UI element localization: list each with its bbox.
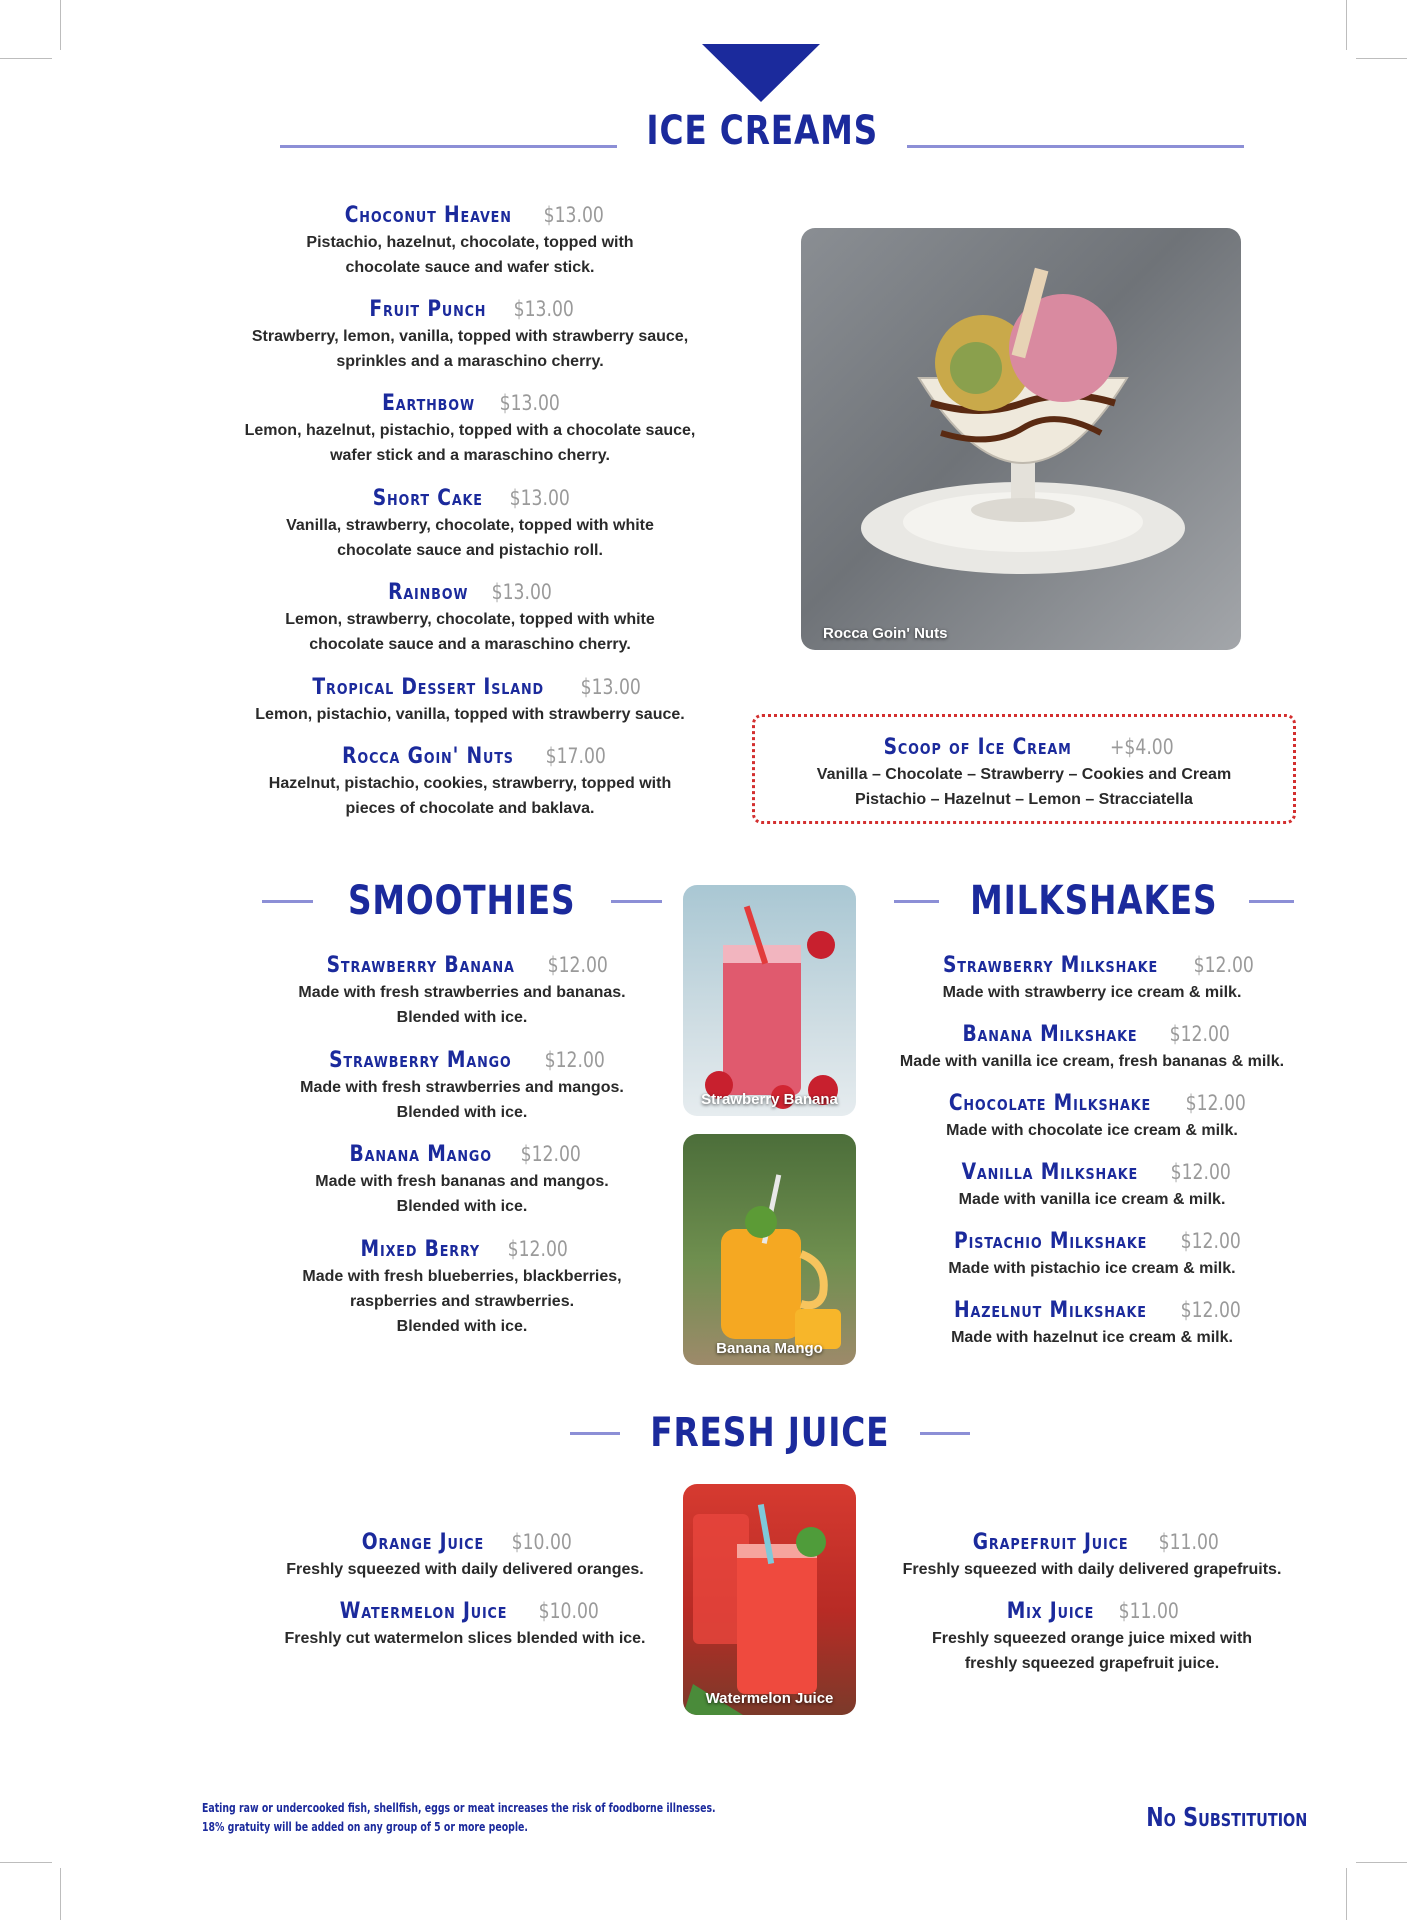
header-rule — [920, 1432, 970, 1435]
item-price: $12.00 — [544, 1048, 605, 1072]
item-description-line: Blended with ice. — [396, 1198, 528, 1215]
header-rule — [907, 145, 1244, 148]
item-description — [190, 418, 750, 468]
scoop-flavors-line: Vanilla – Chocolate – Strawberry – Cookies and Cream — [816, 766, 1232, 783]
no-substitution-label: No Substitution — [1145, 1803, 1307, 1833]
strawberry-banana-photo — [683, 885, 856, 1116]
menu-item — [190, 744, 750, 821]
item-description — [190, 513, 750, 563]
item-description-line: Blended with ice. — [396, 1104, 528, 1121]
item-description — [190, 324, 750, 374]
crop-mark — [60, 1868, 61, 1920]
item-description-line: sprinkles and a maraschino cherry. — [336, 353, 604, 370]
item-description-line: chocolate sauce and wafer stick. — [345, 259, 595, 276]
fresh-juice-title: FRESH JUICE — [650, 1410, 890, 1456]
banana-mango-photo — [683, 1134, 856, 1365]
item-description — [190, 702, 750, 727]
scoop-item — [755, 735, 1293, 812]
ice-creams-title: ICE CREAMS — [646, 108, 878, 154]
item-name: Choconut Heaven — [344, 203, 512, 228]
item-description-line: Blended with ice. — [396, 1009, 528, 1026]
item-description-line: raspberries and strawberries. — [349, 1293, 575, 1310]
menu-item — [247, 953, 677, 1030]
item-price: $10.00 — [538, 1599, 599, 1623]
item-price: $11.00 — [1158, 1530, 1219, 1554]
menu-item — [190, 297, 750, 374]
item-description — [862, 1187, 1322, 1212]
item-description-line: Made with vanilla ice cream, fresh bananas & milk. — [899, 1053, 1285, 1070]
item-name: Strawberry Banana — [326, 953, 515, 978]
header-rule — [570, 1432, 620, 1435]
item-name: Scoop of Ice Cream — [883, 735, 1072, 760]
item-description-line: Freshly squeezed with daily delivered grapefruits. — [902, 1561, 1282, 1578]
milkshakes-header — [894, 878, 1294, 924]
menu-item — [862, 1599, 1322, 1676]
ice-cream-photo — [801, 228, 1241, 650]
item-description — [862, 1325, 1322, 1350]
item-description-line: Hazelnut, pistachio, cookies, strawberry, topped with — [268, 775, 672, 792]
menu-item — [862, 1022, 1322, 1074]
item-description-line: Strawberry, lemon, vanilla, topped with strawberry sauce, — [251, 328, 689, 345]
item-description-line: Made with pistachio ice cream & milk. — [948, 1260, 1236, 1277]
item-name: Vanilla Milkshake — [961, 1160, 1139, 1185]
milkshakes-title: MILKSHAKES — [970, 878, 1218, 924]
item-name: Strawberry Milkshake — [942, 953, 1158, 978]
crop-mark — [1346, 0, 1347, 50]
item-name: Mixed Berry — [360, 1237, 480, 1262]
item-description — [250, 1557, 680, 1582]
item-price: $12.00 — [1180, 1229, 1241, 1253]
item-description-line: wafer stick and a maraschino cherry. — [330, 447, 610, 464]
item-description — [190, 607, 750, 657]
item-price: $10.00 — [511, 1530, 573, 1554]
item-name: Banana Milkshake — [962, 1022, 1138, 1047]
header-rule — [894, 900, 939, 903]
item-price: $12.00 — [1180, 1298, 1241, 1322]
crop-mark — [0, 58, 52, 59]
menu-item — [190, 675, 750, 727]
item-description-line: pieces of chocolate and baklava. — [345, 800, 595, 817]
item-price: $13.00 — [513, 297, 574, 321]
item-name: Tropical Dessert Island — [312, 675, 544, 700]
crop-mark — [1356, 58, 1407, 59]
item-price: $12.00 — [1193, 953, 1254, 977]
item-description-line: Made with hazelnut ice cream & milk. — [951, 1329, 1233, 1346]
mango-jar-illustration — [683, 1134, 856, 1365]
item-price: $11.00 — [1118, 1599, 1179, 1623]
item-description — [862, 1256, 1322, 1281]
item-price: $13.00 — [581, 675, 642, 699]
item-description — [247, 1075, 677, 1125]
banana-mango-caption: Banana Mango — [716, 1340, 823, 1357]
item-description-line: Made with fresh blueberries, blackberries, — [302, 1268, 622, 1285]
ice-cream-photo-caption: Rocca Goin' Nuts — [823, 625, 948, 642]
menu-item — [862, 1298, 1322, 1350]
item-price: $12.00 — [507, 1237, 568, 1261]
item-price: $13.00 — [509, 486, 570, 510]
item-name: Earthbow — [381, 391, 475, 416]
item-name: Rocca Goin' Nuts — [342, 744, 515, 769]
item-description — [862, 1118, 1322, 1143]
item-description-line: Freshly squeezed with daily delivered oranges. — [286, 1561, 644, 1578]
item-price: $13.00 — [543, 203, 604, 227]
footer-note-line: Eating raw or undercooked fish, shellfish, eggs or meat increases the risk of foodborne illnesses. — [202, 1801, 716, 1815]
item-price: $12.00 — [547, 953, 608, 977]
menu-item — [247, 1142, 677, 1219]
menu-item — [250, 1530, 680, 1582]
item-description-line: Lemon, strawberry, chocolate, topped with white — [285, 611, 655, 628]
juice-glasses-illustration — [683, 1484, 856, 1715]
scoop-flavors-line: Pistachio – Hazelnut – Lemon – Stracciatella — [855, 791, 1193, 808]
watermelon-juice-caption: Watermelon Juice — [705, 1690, 834, 1707]
item-description-line: chocolate sauce and pistachio roll. — [337, 542, 603, 559]
item-name: Grapefruit Juice — [972, 1530, 1129, 1555]
header-triangle-ornament — [702, 44, 820, 102]
item-description — [862, 1557, 1322, 1582]
item-description — [862, 980, 1322, 1005]
item-description-line: Made with vanilla ice cream & milk. — [958, 1191, 1226, 1208]
crop-mark — [1356, 1862, 1407, 1863]
menu-item — [190, 391, 750, 468]
menu-item — [250, 1599, 680, 1651]
menu-item — [862, 1160, 1322, 1212]
item-description-line: Freshly squeezed orange juice mixed with — [931, 1630, 1253, 1647]
menu-item — [190, 203, 750, 280]
item-name: Mix Juice — [1006, 1599, 1094, 1624]
item-price: $13.00 — [499, 391, 560, 415]
watermelon-juice-photo — [683, 1484, 856, 1715]
item-price: $12.00 — [1170, 1160, 1231, 1184]
item-description-line: freshly squeezed grapefruit juice. — [964, 1655, 1220, 1672]
item-price: +$4.00 — [1109, 735, 1174, 759]
fresh-juice-header — [570, 1410, 970, 1456]
item-description-line: Blended with ice. — [396, 1318, 528, 1335]
item-description — [247, 1169, 677, 1219]
item-description — [247, 1264, 677, 1339]
item-name: Strawberry Mango — [328, 1048, 512, 1073]
sundae-illustration — [801, 228, 1241, 650]
item-description — [247, 980, 677, 1030]
header-rule — [262, 900, 313, 903]
menu-item — [862, 953, 1322, 1005]
footer-note-line: 18% gratuity will be added on any group of 5 or more people. — [202, 1820, 528, 1834]
smoothie-glass-illustration — [683, 885, 856, 1116]
item-name: Orange Juice — [362, 1530, 485, 1555]
item-name: Watermelon Juice — [339, 1599, 508, 1624]
item-price: $13.00 — [492, 580, 553, 604]
ice-creams-header — [280, 108, 1244, 154]
item-name: Pistachio Milkshake — [953, 1229, 1147, 1254]
item-description-line: Lemon, hazelnut, pistachio, topped with a chocolate sauce, — [244, 422, 696, 439]
item-price: $12.00 — [1169, 1022, 1231, 1046]
menu-item — [862, 1229, 1322, 1281]
scoop-of-ice-cream-box — [752, 714, 1296, 824]
header-rule — [1249, 900, 1294, 903]
item-description-line: Made with fresh bananas and mangos. — [315, 1173, 609, 1190]
item-description-line: Made with chocolate ice cream & milk. — [946, 1122, 1238, 1139]
strawberry-banana-caption: Strawberry Banana — [701, 1091, 838, 1108]
item-price: $12.00 — [520, 1142, 581, 1166]
item-description-line: Made with fresh strawberries and bananas. — [298, 984, 626, 1001]
item-description — [190, 230, 750, 280]
header-rule — [611, 900, 662, 903]
item-name: Chocolate Milkshake — [949, 1091, 1152, 1116]
crop-mark — [60, 0, 61, 50]
menu-item — [190, 580, 750, 657]
menu-item — [247, 1048, 677, 1125]
item-description — [862, 1049, 1322, 1074]
item-name: Rainbow — [388, 580, 469, 605]
item-description — [190, 771, 750, 821]
item-description-line: Lemon, pistachio, vanilla, topped with strawberry sauce. — [255, 706, 685, 723]
smoothies-title: SMOOTHIES — [348, 878, 576, 924]
item-description-line: Vanilla, strawberry, chocolate, topped with white — [286, 517, 654, 534]
item-name: Short Cake — [373, 486, 484, 511]
header-rule — [280, 145, 617, 148]
item-description-line: Pistachio, hazelnut, chocolate, topped with — [306, 234, 634, 251]
smoothies-header — [262, 878, 662, 924]
item-description-line: Freshly cut watermelon slices blended with ice. — [284, 1630, 646, 1647]
menu-item — [247, 1237, 677, 1339]
item-description-line: chocolate sauce and a maraschino cherry. — [309, 636, 631, 653]
menu-item — [862, 1530, 1322, 1582]
footer-disclaimer — [202, 1799, 716, 1837]
crop-mark — [1346, 1868, 1347, 1920]
item-price: $17.00 — [545, 744, 607, 768]
item-name: Hazelnut Milkshake — [953, 1298, 1147, 1323]
item-price: $12.00 — [1185, 1091, 1247, 1115]
menu-item — [190, 486, 750, 563]
item-description — [755, 762, 1293, 812]
item-description-line: Made with fresh strawberries and mangos. — [300, 1079, 624, 1096]
item-name: Fruit Punch — [369, 297, 487, 322]
item-description-line: Made with strawberry ice cream & milk. — [942, 984, 1242, 1001]
item-description — [862, 1626, 1322, 1676]
crop-mark — [0, 1862, 52, 1863]
item-name: Banana Mango — [349, 1142, 492, 1167]
item-description — [250, 1626, 680, 1651]
menu-item — [862, 1091, 1322, 1143]
